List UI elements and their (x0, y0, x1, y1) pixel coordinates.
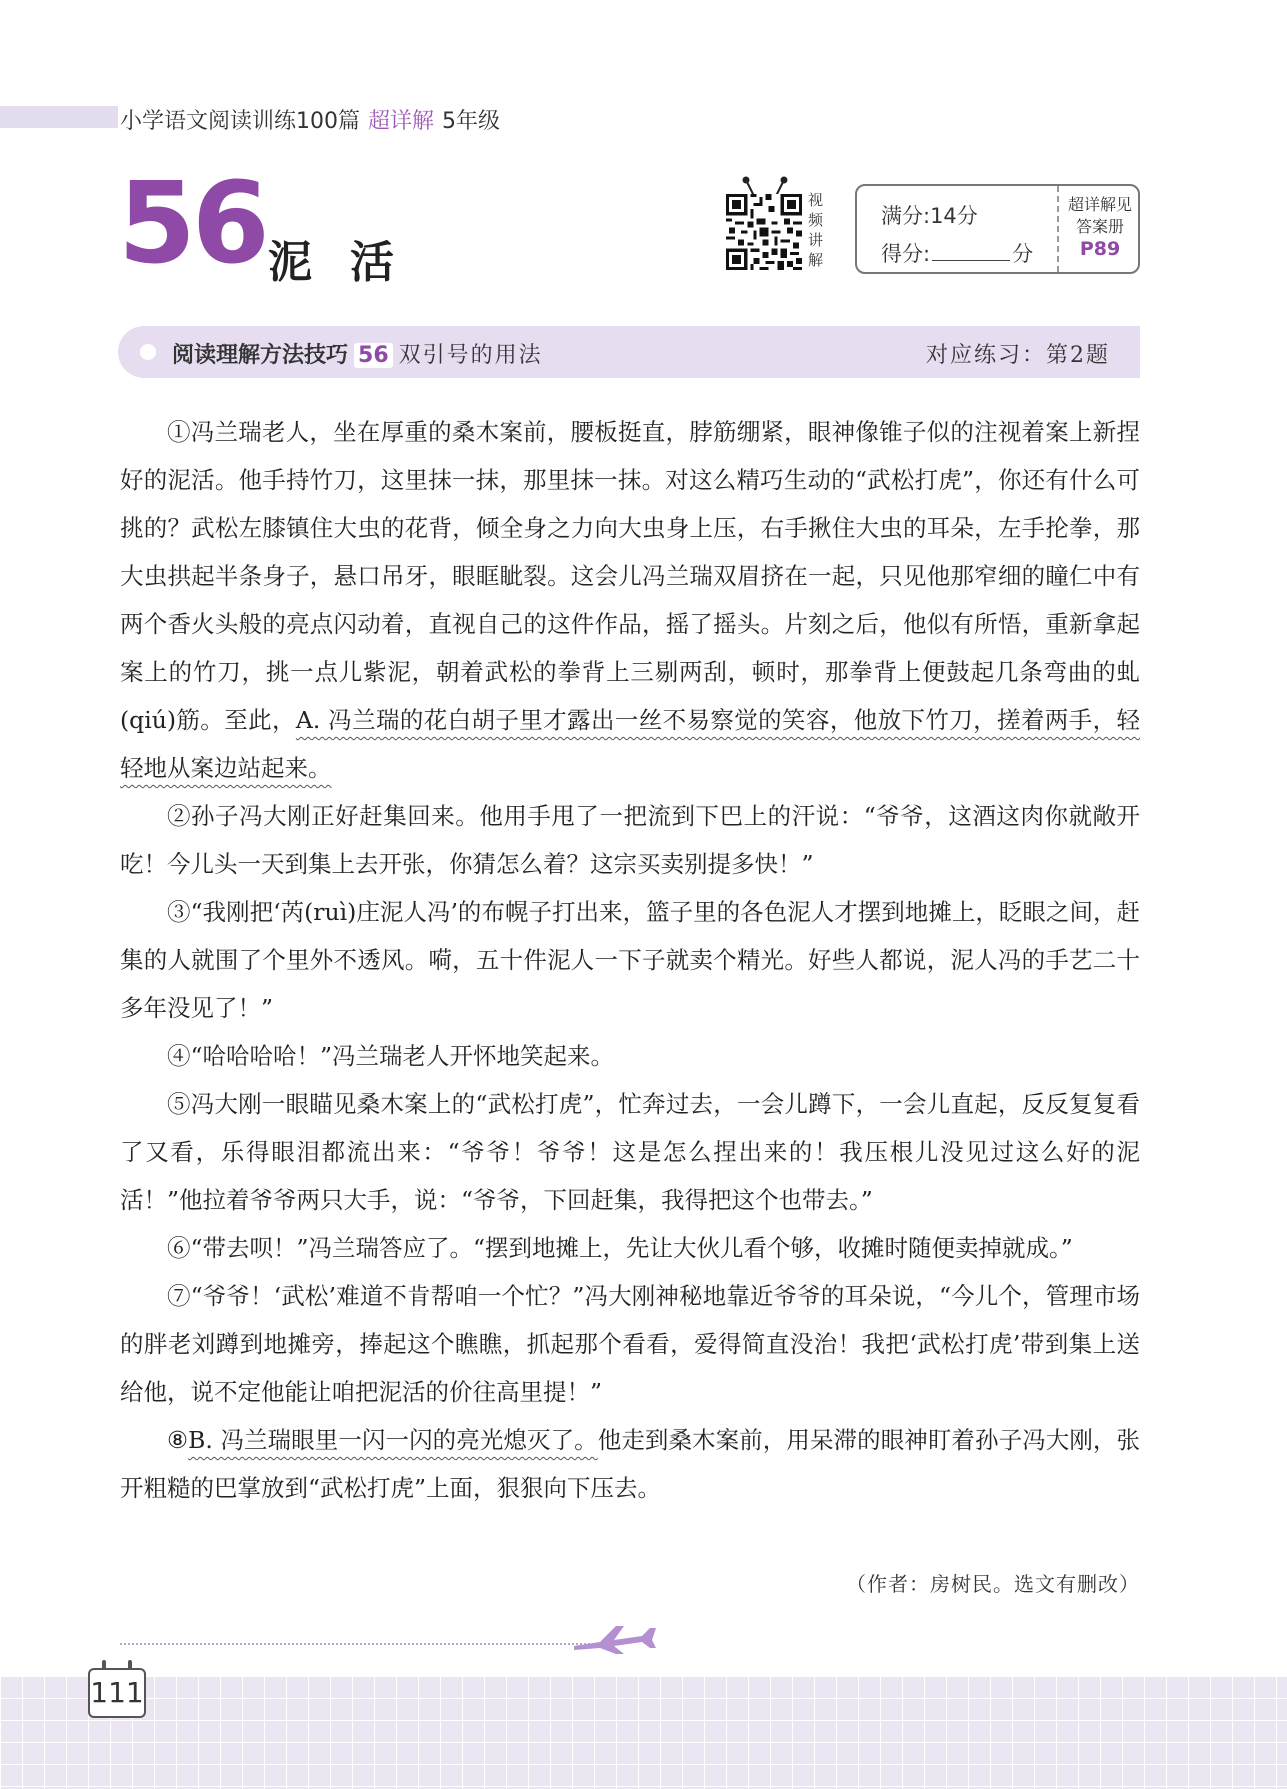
page-number: 111 (88, 1668, 146, 1718)
score-box (855, 184, 1140, 274)
video-lecture-label: 视 频 讲 解 (808, 191, 824, 269)
article-body (120, 408, 1140, 1512)
method-number: 56 (354, 343, 393, 368)
marked-sentence-a: A. 冯兰瑞的花白胡子里才露出一丝不易察觉的笑容，他放下竹刀，搓着两手，轻轻地从案边站起来。 (120, 706, 1140, 782)
author-credit: （作者：房树民。选文有删改） (846, 1572, 1140, 1596)
score-blank[interactable] (932, 242, 1010, 261)
header-accent-bar (0, 106, 118, 128)
paragraph-1: ①冯兰瑞老人，坐在厚重的桑木案前，腰板挺直，脖筋绷紧，眼神像锥子似的注视着案上新捏好的泥活。他手持竹刀，这里抹一抹，那里抹一抹。对这么精巧生动的“武松打虎”，你还有什么可挑的？武松左膝镇住大虫的花背，倾全身之力向大虫身上压，右手揪住大虫的耳朵，左手抡拳，那大虫拱起半条身子，悬口吊牙，眼眶眦裂。这会儿冯兰瑞双眉挤在一起，只见他那窄细的瞳仁中有两个香火头般的亮点闪动着，直视自己的这件作品，摇了摇头。片刻之后，他似有所悟，重新拿起案上的竹刀，挑一点儿紫泥，朝着武松的拳背上三剔两刮，顿时，那拳背上便鼓起几条弯曲的虬(qiú)筋。至此，A. 冯兰瑞的花白胡子里才露出一丝不易察觉的笑容，他放下竹刀，搓着两手，轻轻地从案边站起来。 (120, 418, 1140, 782)
marked-sentence-b: B. 冯兰瑞眼里一闪一闪的亮光熄灭了。 (188, 1426, 598, 1454)
answer-page: P89 (1079, 238, 1121, 260)
lesson-number: 56 (118, 159, 266, 289)
qr-code-icon[interactable] (726, 194, 802, 270)
answer-reference: 超详解见 答案册 P89 (1063, 194, 1137, 260)
paragraph-5: ⑤冯大刚一眼瞄见桑木案上的“武松打虎”，忙奔过去，一会儿蹲下，一会儿直起，反反复复看了又看，乐得眼泪都流出来：“爷爷！爷爷！这是怎么捏出来的！我压根儿没见过这么好的泥活！”他拉着爷爷两只大手，说：“爷爷，下回赶集，我得把这个也带去。” (120, 1090, 1140, 1214)
paragraph-2: ②孙子冯大刚正好赶集回来。他用手甩了一把流到下巴上的汗说：“爷爷，这酒这肉你就敞开吃！今儿头一天到集上去开张，你猜怎么着？这宗买卖别提多快！” (120, 802, 1140, 878)
footer-dotted-line (120, 1643, 590, 1645)
method-label: 阅读理解方法技巧 56 双引号的用法 (172, 343, 543, 368)
grade-label: 5年级 (442, 109, 501, 134)
book-highlight: 超详解 (368, 109, 435, 134)
bullet-dot-icon (140, 344, 156, 360)
airplane-icon (570, 1616, 658, 1656)
score-divider (1057, 186, 1059, 272)
method-practice: 对应练习：第2题 (926, 343, 1110, 368)
paragraph-3: ③“我刚把‘芮(ruì)庄泥人冯’的布幌子打出来，篮子里的各色泥人才摆到地摊上，眨眼之间，赶集的人就围了个里外不透风。嗬，五十件泥人一下子就卖个精光。好些人都说，泥人冯的手艺二十多年没见了！” (120, 898, 1140, 1022)
paragraph-6: ⑥“带去呗！”冯兰瑞答应了。“摆到地摊上，先让大伙儿看个够，收摊时随便卖掉就成。” (167, 1234, 1073, 1262)
score-field[interactable]: 得分: 分 (881, 242, 1034, 266)
lesson-title: 泥活 (268, 237, 432, 288)
book-title: 小学语文阅读训练100篇 (120, 109, 360, 134)
full-score: 满分:14分 (881, 204, 978, 228)
footer-grid (0, 1676, 1287, 1789)
paragraph-8: ⑧B. 冯兰瑞眼里一闪一闪的亮光熄灭了。他走到桑木案前，用呆滞的眼神盯着孙子冯大刚，张开粗糙的巴掌放到“武松打虎”上面，狠狠向下压去。 (120, 1426, 1140, 1502)
running-header (120, 104, 500, 135)
paragraph-4: ④“哈哈哈哈！”冯兰瑞老人开怀地笑起来。 (167, 1042, 615, 1070)
method-topic: 双引号的用法 (398, 343, 543, 368)
method-tip-bar (118, 326, 1140, 378)
paragraph-7: ⑦“爷爷！‘武松’难道不肯帮咱一个忙？”冯大刚神秘地靠近爷爷的耳朵说，“今儿个，管理市场的胖老刘蹲到地摊旁，捧起这个瞧瞧，抓起那个看看，爱得简直没治！我把‘武松打虎’带到集上送给他，说不定他能让咱把泥活的价往高里提！” (120, 1282, 1140, 1406)
